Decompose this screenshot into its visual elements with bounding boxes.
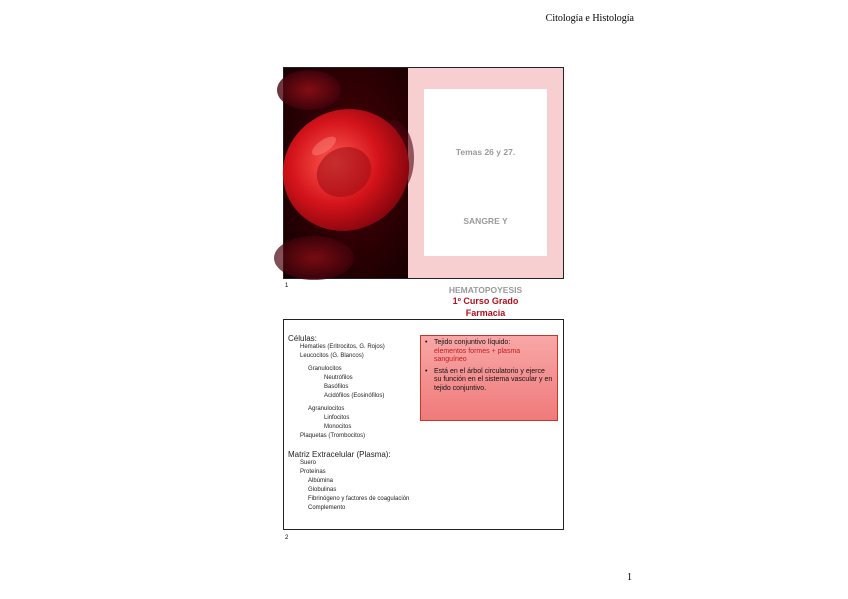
bullet-item: [425, 368, 553, 394]
list-item: Agranulocitos: [308, 406, 345, 412]
list-item: Proteínas: [300, 469, 326, 475]
bullet-text: Tejido conjuntivo líquido:: [434, 339, 511, 346]
highlight-box: [420, 335, 558, 421]
bullet-icon: •: [425, 367, 428, 375]
slide-blood-components: [283, 319, 564, 530]
list-item: Leucocitos (G. Blancos): [300, 353, 364, 359]
running-header: Citología e Histología: [545, 13, 634, 24]
slide-title: [283, 67, 564, 318]
slide-number: 1: [285, 283, 289, 289]
list-item: Acidófilos (Eosinófilos): [324, 393, 385, 399]
bullet-text: Está en el árbol circulatorio y ejerce su función en el sistema vascular y en tejido conjuntivo.: [434, 367, 553, 392]
matrix-heading: Matriz Extracelular (Plasma):: [288, 450, 391, 459]
list-item: Albúmina: [308, 478, 334, 484]
list-item: Neutrófilos: [324, 375, 353, 381]
list-item: Globulinas: [308, 487, 337, 493]
title-line: Temas 26 y 27.: [455, 147, 516, 157]
list-item: Complemento: [308, 505, 346, 511]
list-item: Suero: [300, 460, 317, 466]
list-item: Plaquetas (Trombocitos): [300, 433, 366, 439]
list-item: Hematíes (Eritrocitos, G. Rojos): [300, 344, 385, 350]
list-item: Linfocitos: [324, 415, 350, 421]
title-card: [424, 89, 547, 318]
bullet-icon: •: [425, 339, 428, 346]
title-line: SANGRE Y: [463, 216, 508, 226]
list-item: Granulocitos: [308, 366, 342, 372]
list-item: Monocitos: [324, 424, 352, 430]
bullet-item: [425, 339, 553, 365]
course-line: 1º Curso Grado: [452, 296, 519, 306]
title-line: HEMATOPOYESIS: [448, 285, 523, 295]
list-item: Basófilos: [324, 384, 349, 390]
red-blood-cell-image: [284, 68, 408, 278]
list-item: Fibrinógeno y factores de coagulación: [308, 496, 410, 502]
page-number: 1: [627, 572, 632, 583]
slide-number: 2: [285, 535, 289, 541]
course-line: Farmacia: [465, 307, 506, 318]
cells-heading: Células:: [288, 334, 317, 343]
bullet-highlight-text: elementos formes + plasma sanguíneo: [434, 347, 521, 363]
